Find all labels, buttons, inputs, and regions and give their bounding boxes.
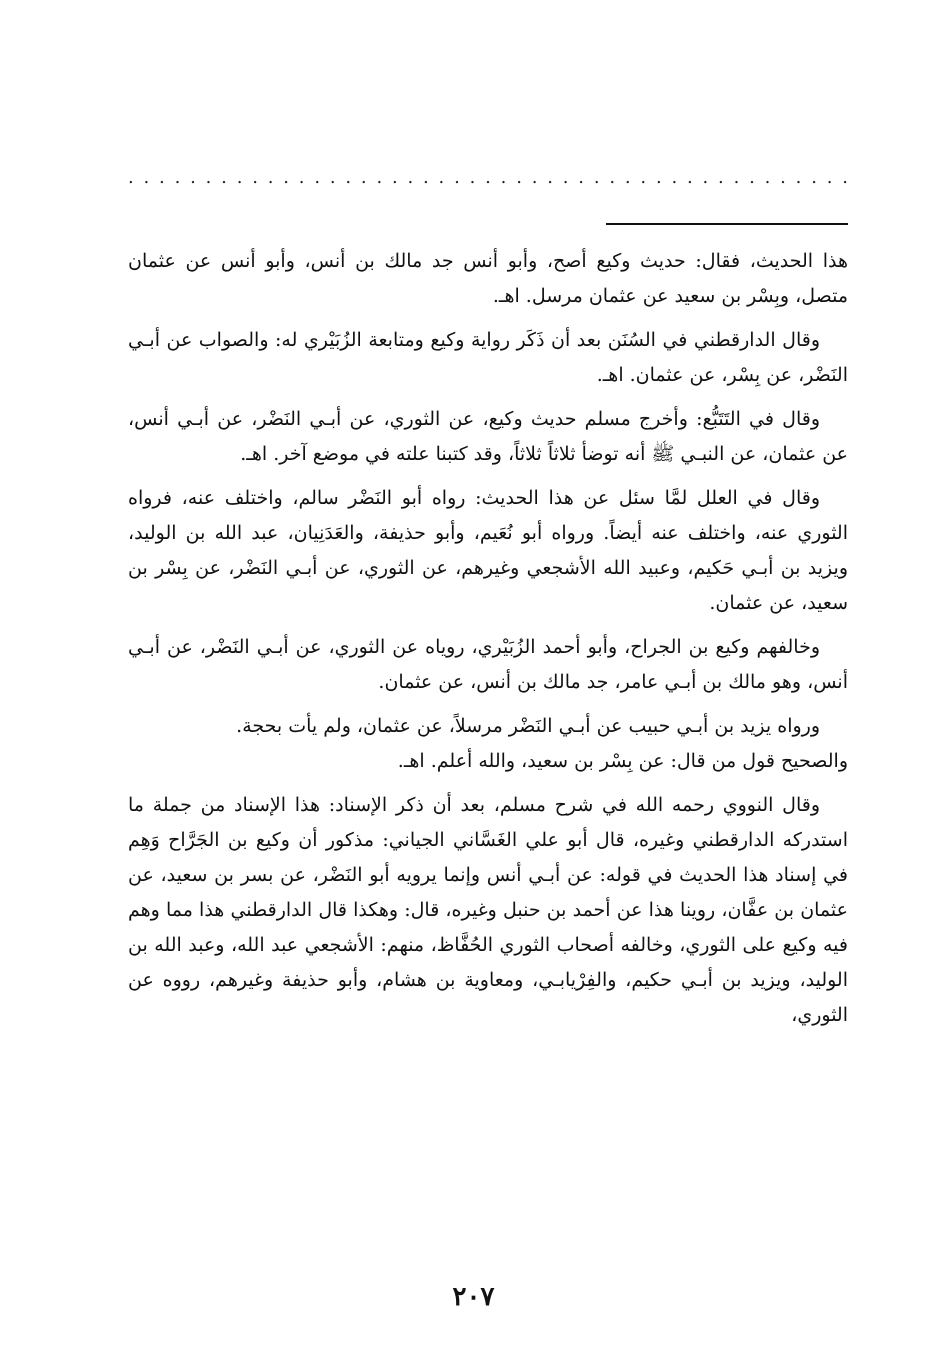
paragraph-2: وقال الدارقطني في السُنَن بعد أن ذَكَر رواية وكيع ومتابعة الزُبَيْري له: والصواب عن أبـي النَضْر، عن بِسْر، عن عثمان. اهـ.: [128, 329, 848, 386]
page-number: ٢٠٧: [452, 1282, 495, 1312]
paragraph-6: ورواه يزيد بن أبـي حبيب عن أبـي النَضْر مرسلاً، عن عثمان، ولم يأت بحجة.: [236, 715, 820, 737]
paragraph-5: وخالفهم وكيع بن الجراح، وأبو أحمد الزُبَيْري، روياه عن الثوري، عن أبـي النَضْر، عن أبـي أنس، وهو مالك بن أبـي عامر، جد مالك بن أنس، عن عثمان.: [128, 636, 848, 693]
dotted-separator: . . . . . . . . . . . . . . . . . . . . . . . . . . . . . . . . . . . . . . . . . . . . . . .: [128, 167, 848, 188]
paragraph-8: وقال النووي رحمه الله في شرح مسلم، بعد أن ذكر الإسناد: هذا الإسناد من جملة ما استدركه الدارقطني وغيره، قال أبو علي الغَسَّاني الجياني: مذكور أن وكيع بن الجَرَّاح وَهِم في إسناد هذا الحديث في قوله: عن أبـي أنس وإنما يرويه أبو النَضْر، عن بسر بن سعيد، عن عثمان بن عفَّان، روينا هذا عن أحمد بن حنبل وغيره، قال: وهكذا قال الدارقطني هذا مما وهم فيه وكيع على الثوري، وخالفه أصحاب الثوري الحُفَّاظ، منهم: الأشجعي عبد الله، وعبد الله بن الوليد، ويزيد بن أبـي حكيم، والفِرْيابـي، ومعاوية بن هشام، وأبو حذيفة وغيرهم، رووه عن الثوري،: [128, 794, 848, 1026]
paragraph-3: وقال في التَتَبُّع: وأخرج مسلم حديث وكيع، عن الثوري، عن أبـي النَضْر، عن أبـي أنس، عن عثمان، عن النبـي ﷺ أنه توضأ ثلاثاً ثلاثاً، وقد كتبنا علته في موضع آخر. اهـ.: [128, 408, 848, 465]
page-body: [128, 244, 848, 1042]
paragraph-1: هذا الحديث، فقال: حديث وكيع أصح، وأبو أنس جد مالك بن أنس، وأبو أنس عن عثمان متصل، وبِسْر بن سعيد عن عثمان مرسل. اهـ.: [128, 250, 848, 307]
paragraph-7: والصحيح قول من قال: عن بِسْر بن سعيد، والله أعلم. اهـ.: [397, 750, 848, 772]
footnote-rule: [606, 223, 848, 225]
paragraph-4: وقال في العلل لمَّا سئل عن هذا الحديث: رواه أبو النَضْر سالم، واختلف عنه، فرواه الثوري عنه، واختلف عنه أيضاً. ورواه أبو نُعَيم، وأبو حذيفة، والعَدَنِيان، عبد الله بن الوليد، ويزيد بن أبـي حَكيم، وعبيد الله الأشجعي وغيرهم، عن الثوري، عن أبـي النَضْر، عن بِسْر بن سعيد، عن عثمان.: [128, 487, 848, 614]
